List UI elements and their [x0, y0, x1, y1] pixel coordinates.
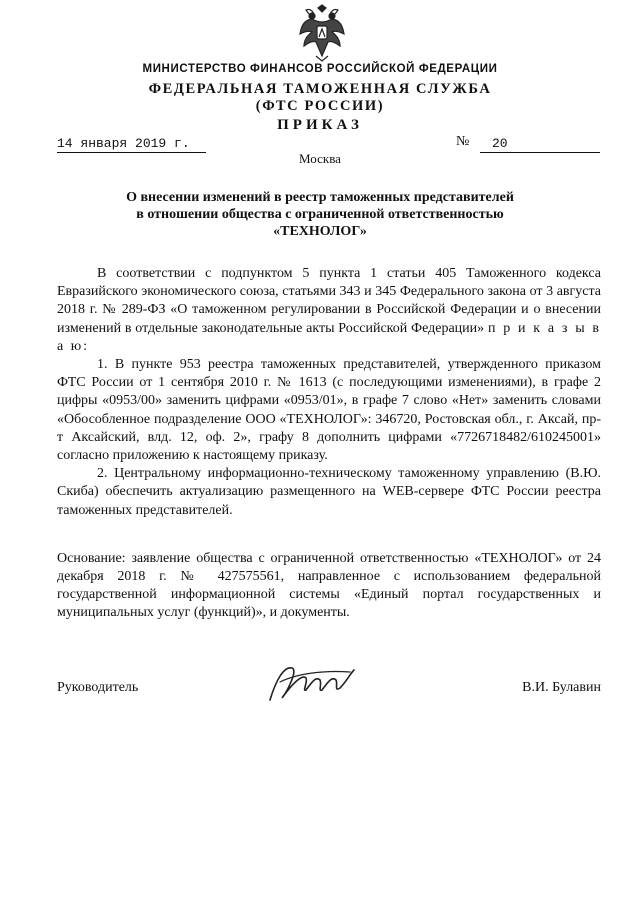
order-city: Москва [299, 151, 341, 166]
preamble-text: В соответствии с подпунктом 5 пункта 1 статьи 405 Таможенного кодекса Евразийского экономического союза, статьями 343 и 345 Федерального закона от 3 августа 2018 г. № 289-ФЗ «О таможенном регулировании в Российской Федерации и о внесении изменений в отдельные законодательные акты Российской Федерации» [57, 266, 601, 336]
spacer [57, 520, 601, 550]
service-name-line1: ФЕДЕРАЛЬНАЯ ТАМОЖЕННАЯ СЛУЖБА [148, 81, 492, 97]
document-type: ПРИКАЗ [277, 117, 363, 133]
item-1-paragraph: 1. В пункте 953 реестра таможенных представителей, утвержденного приказом ФТС России от 1 сентября 2010 г. № 1613 (с последующими изменениями), в графе 2 цифры «0953/00» заменить цифрами «0953/01», в графе 7 слово «Нет» заменить словами «Обособленное подразделение ООО «ТЕХНОЛОГ»: 346720, Ростовская обл., г. Аксай, пр-т Аксайский, влд. 12, оф. 2», графу 8 дополнить цифрами «7726718482/610245001» согласно приложению к настоящему приказу. [57, 357, 601, 464]
order-date: 14 января 2019 г. [57, 136, 206, 153]
signatory-position: Руководитель [57, 680, 139, 695]
order-title [0, 189, 640, 240]
service-name [0, 81, 640, 115]
handwritten-signature-icon [262, 660, 362, 708]
order-body [57, 265, 601, 623]
order-number-sign: № [456, 134, 470, 149]
ministry-name: МИНИСТЕРСТВО ФИНАНСОВ РОССИЙСКОЙ ФЕДЕРАЦИИ [142, 63, 498, 75]
order-number: 20 [480, 136, 600, 153]
preamble-paragraph [57, 265, 601, 356]
order-title-line3: «ТЕХНОЛОГ» [273, 224, 367, 239]
item-2-paragraph: 2. Центральному информационно-техническому таможенному управлению (В.Ю. Скиба) обеспечить актуализацию размещенного на WEB-сервере ФТС России реестра таможенных представителей. [57, 466, 601, 518]
basis-paragraph: Основание: заявление общества с ограниченной ответственностью «ТЕХНОЛОГ» от 24 декабря 2018 г. № 427575561, направленное с использованием федеральной государственной информационной системы «Единый портал государственных и муниципальных услуг (функций)», и документы. [57, 550, 601, 621]
service-name-line2: (ФТС РОССИИ) [255, 98, 385, 114]
preamble-order-word: п р и к а з ы в а ю: [57, 320, 602, 354]
order-title-line2: в отношении общества с ограниченной ответственностью [136, 207, 504, 222]
signatory-name: В.И. Булавин [522, 680, 601, 695]
double-headed-eagle-emblem-icon [298, 4, 346, 62]
order-title-line1: О внесении изменений в реестр таможенных представителей [126, 190, 514, 205]
